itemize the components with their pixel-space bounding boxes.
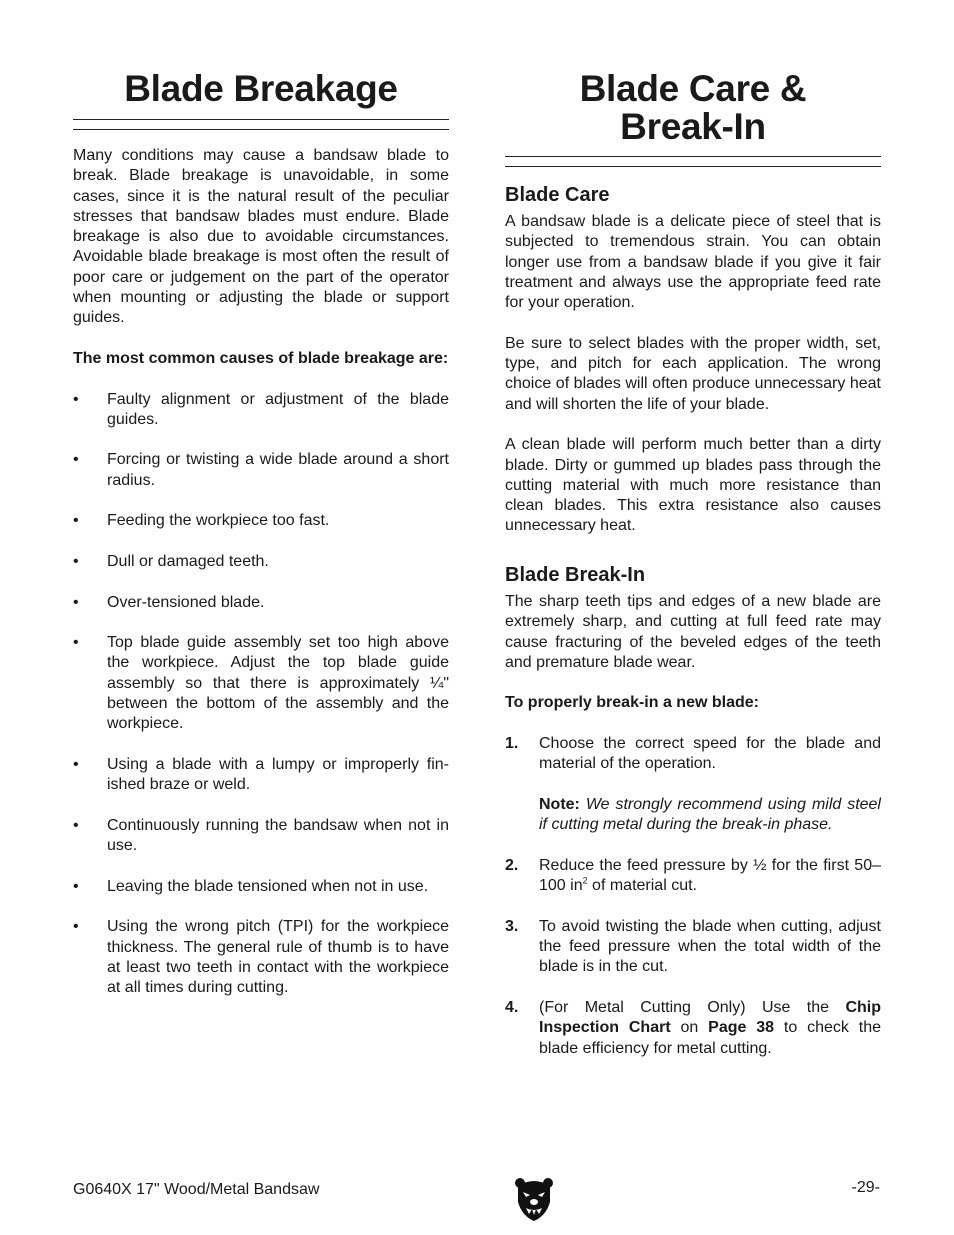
- break-in-intro: The sharp teeth tips and edges of a new blade are extremely sharp, and cutting at full feed rate may cause fracturing of the beveled edges of the teeth and premature blade wear.: [505, 593, 881, 671]
- list-item: • Dull or damaged teeth.: [73, 552, 449, 572]
- bullet-icon: •: [73, 552, 79, 570]
- note-label: Note:: [539, 795, 580, 813]
- bear-head-logo-icon: [514, 1176, 554, 1222]
- causes-heading: The most common causes of blade breakage are:: [73, 349, 449, 367]
- bullet-icon: •: [73, 390, 79, 408]
- list-item: 4. (For Metal Cutting Only) Use the Chip Inspection Chart on Page 38 to check the blade efficiency for metal cutting.: [505, 998, 882, 1057]
- causes-list: [73, 390, 449, 999]
- bullet-icon: •: [73, 512, 79, 530]
- bullet-icon: •: [73, 593, 79, 611]
- bullet-icon: •: [73, 451, 79, 469]
- blade-care-body: [505, 212, 881, 537]
- title-rule-bottom: [73, 129, 449, 130]
- list-item: • Using the wrong pitch (TPI) for the workpiece thickness. The general rule of thumb is to have at least two teeth in contact with the workpiece at all times during cutting.: [73, 918, 449, 997]
- title-rule-top: [505, 156, 881, 157]
- title-rule-bottom: [505, 166, 881, 167]
- bullet-icon: •: [73, 877, 79, 895]
- blade-care-paragraph: A bandsaw blade is a delicate piece of steel that is subjected to tremendous strain. You can obtain longer use from a bandsaw blade if you give it fair treatment and always use the appropriate feed rate for your operation.: [505, 213, 881, 312]
- blade-care-title: [505, 70, 881, 146]
- list-item: • Using a blade with a lumpy or improperly fin-ished braze or weld.: [73, 755, 449, 794]
- list-item: • Over-tensioned blade.: [73, 593, 449, 613]
- list-item: • Forcing or twisting a wide blade around a short radius.: [73, 451, 449, 489]
- title-rule-top: [73, 119, 449, 120]
- blade-breakage-body: [73, 146, 449, 1019]
- page-ref: Page 38: [708, 1019, 775, 1037]
- step-number: 3.: [505, 917, 519, 935]
- list-item: 1. Choose the correct speed for the blade and material of the operation. Note: We strongly recommend using mild steel if cutting metal during the break-in phase.: [505, 734, 881, 835]
- blade-care-title-line2: Break-In: [620, 106, 766, 147]
- list-item: • Faulty alignment or adjustment of the blade guides.: [73, 390, 449, 428]
- blade-break-in-body: [505, 592, 881, 1079]
- break-in-steps: [505, 734, 881, 1059]
- blade-care-paragraph: Be sure to select blades with the proper width, set, type, and pitch for each application. The wrong choice of blades will often produce unnecessary heat and will shorten the life of your blade.: [505, 334, 881, 413]
- footer-model: G0640X 17" Wood/Metal Bandsaw: [73, 1181, 320, 1198]
- note-text: We strongly recommend using mild steel if cutting metal during the break-in phase.: [539, 795, 881, 834]
- list-item: • Leaving the blade tensioned when not in use.: [73, 877, 449, 897]
- blade-care-heading: Blade Care: [505, 184, 610, 206]
- break-in-subheading: To properly break-in a new blade:: [505, 694, 759, 712]
- list-item: • Top blade guide assembly set too high above the workpiece. Adjust the top blade guide assembly so that there is approximately ¼" between the bottom of the assembly and the workpiece.: [73, 634, 449, 733]
- chip-inspection-chart-ref: Chip Inspection Chart: [539, 998, 881, 1037]
- blade-breakage-intro: Many conditions may cause a bandsaw blade to break. Blade breakage is unavoidable, in some cases, since it is the natural result of the peculiar stresses that bandsaw blades must endure. Blade breakage is also due to avoidable circumstances. Avoidable blade breakage is most often the result of poor care or judgement on the part of the operator when mounting or adjusting the blade or support guides.: [73, 147, 449, 327]
- blade-breakage-title: Blade Breakage: [124, 68, 398, 109]
- blade-care-paragraph: A clean blade will perform much better than a dirty blade. Dirty or gummed up blades pass through the cutting material with much more resistance than clean blades. This extra resistance also causes unnecessary heat.: [505, 436, 881, 535]
- list-item: 2. Reduce the feed pressure by ½ for the first 50–100 $in^2$ of material cut.: [505, 856, 881, 895]
- bullet-icon: •: [73, 634, 79, 652]
- step-number: 2.: [505, 856, 519, 874]
- step-note: [539, 795, 881, 836]
- bullet-icon: •: [73, 755, 79, 773]
- page-number: -29-: [851, 1179, 880, 1196]
- list-item: 3. To avoid twisting the blade when cutting, adjust the feed pressure when the total width of the blade is in the cut.: [505, 917, 881, 976]
- step-number: 1.: [505, 735, 519, 753]
- step-number: 4.: [505, 998, 519, 1016]
- blade-care-title-line1: Blade Care &: [579, 68, 807, 109]
- list-item: • Feeding the workpiece too fast.: [73, 511, 449, 531]
- list-item: • Continuously running the bandsaw when not in use.: [73, 816, 449, 855]
- bullet-icon: •: [73, 918, 79, 936]
- blade-break-in-heading: Blade Break-In: [505, 564, 646, 586]
- bullet-icon: •: [73, 816, 79, 834]
